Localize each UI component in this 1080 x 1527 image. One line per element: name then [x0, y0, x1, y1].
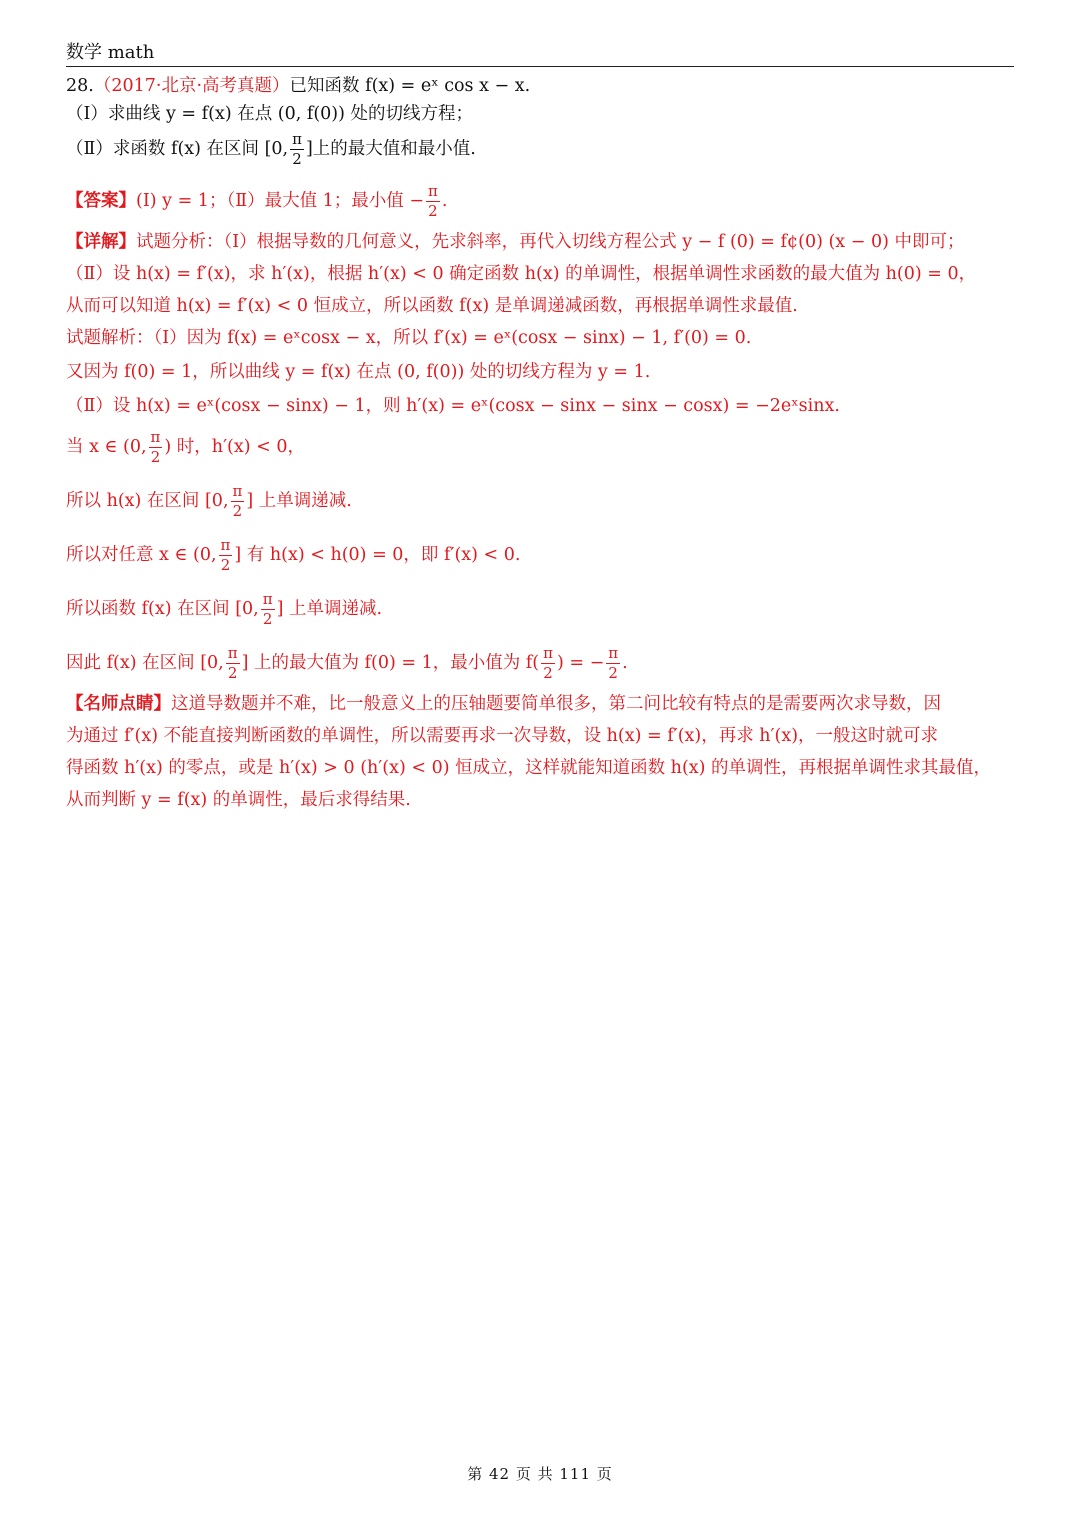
detail-line-11: 因此 f(x) 在区间 [0, $\frac{\pi}{2}$ ] 上的最大值为 f(0) = 1，最小值为 f( $\frac{\pi}{2}$ ) = − $\frac{\pi}{2}$ .	[66, 644, 628, 682]
fraction-pi-over-2: $\frac{\pi}{2}$	[428, 182, 438, 220]
detail-line-10: 所以函数 f(x) 在区间 [0, $\frac{\pi}{2}$ ] 上单调递减.	[66, 590, 383, 628]
question-stem: 已知函数	[289, 76, 360, 96]
answer-tag: 【答案】	[66, 191, 136, 211]
detail-line-4: 试题解析：（Ⅰ）因为 f(x) = eˣcosx − x，所以 f′(x) = eˣ(cosx − sinx) − 1, f′(0) = 0.	[66, 328, 752, 348]
question-line: 28.（2017·北京·高考真题）已知函数 f(x) = eˣ cos x − x.	[66, 76, 531, 96]
header-title: 数学 math	[66, 42, 155, 63]
detail-line-7: 当 x ∈ (0, $\frac{\pi}{2}$ ) 时，h′(x) < 0，	[66, 428, 305, 466]
note-tag: 【名师点睛】	[66, 694, 171, 714]
fraction-pi-over-2: $\frac{\pi}{2}$	[227, 644, 238, 682]
detail-line-6: （Ⅱ）设 h(x) = eˣ(cosx − sinx) − 1，则 h′(x) = eˣ(cosx − sinx − sinx − cosx) = −2eˣsinx.	[66, 396, 840, 416]
fraction-pi-over-2: $\frac{\pi}{2}$	[262, 590, 273, 628]
note-line-4: 从而判断 y = f(x) 的单调性，最后求得结果.	[66, 790, 411, 810]
note-line-2: 为通过 f′(x) 不能直接判断函数的单调性，所以需要再求一次导数，设 h(x) = f′(x)，再求 h′(x)，一般这时就可求	[66, 726, 939, 746]
detail-line-3: 从而可以知道 h(x) = f′(x) < 0 恒成立，所以函数 f(x) 是单调递减函数，再根据单调性求最值.	[66, 296, 798, 316]
note-line-1: 【名师点睛】这道导数题并不难，比一般意义上的压轴题要简单很多，第二问比较有特点的是需要两次求导数，因	[66, 694, 941, 714]
detail-line-1: 【详解】试题分析：（Ⅰ）根据导数的几何意义，先求斜率，再代入切线方程公式 y − f (0) = f¢(0) (x − 0) 中即可；	[66, 232, 965, 252]
question-part1: （Ⅰ）求曲线 y = f(x) 在点 (0, f(0)) 处的切线方程；	[66, 104, 474, 124]
fraction-pi-over-2: $\frac{\pi}{2}$	[292, 130, 302, 168]
fraction-pi-over-2: $\frac{\pi}{2}$	[220, 536, 231, 574]
question-number: 28.	[66, 76, 94, 96]
question-part2: （Ⅱ）求函数 f(x) 在区间 [0, $\frac{\pi}{2}$ ]上的最大值和最小值.	[66, 130, 476, 168]
fraction-pi-over-2: $\frac{\pi}{2}$	[150, 428, 161, 466]
page-footer	[0, 1463, 1080, 1484]
fraction-pi-over-2: $\frac{\pi}{2}$	[608, 644, 619, 682]
page-number: 第 42 页 共 111 页	[467, 1465, 613, 1483]
detail-line-5: 又因为 f(0) = 1，所以曲线 y = f(x) 在点 (0, f(0)) 处的切线方程为 y = 1.	[66, 362, 651, 382]
answer-line: 【答案】(Ⅰ) y = 1；（Ⅱ）最大值 1；最小值 − $\frac{\pi}{2}$ .	[66, 182, 448, 220]
question-source: （2017·北京·高考真题）	[93, 76, 290, 96]
detail-line-2: （Ⅱ）设 h(x) = f′(x)，求 h′(x)，根据 h′(x) < 0 确定函数 h(x) 的单调性，根据单调性求函数的最大值为 h(0) = 0，	[66, 264, 977, 284]
question-formula: f(x) = eˣ cos x − x	[365, 76, 525, 96]
page-header	[66, 40, 1014, 67]
detail-tag: 【详解】	[66, 232, 136, 252]
detail-line-8: 所以 h(x) 在区间 [0, $\frac{\pi}{2}$ ] 上单调递减.	[66, 482, 352, 520]
fraction-pi-over-2: $\frac{\pi}{2}$	[543, 644, 553, 682]
note-line-3: 得函数 h′(x) 的零点，或是 h′(x) > 0 (h′(x) < 0) 恒成立，这样就能知道函数 h(x) 的单调性，再根据单调性求其最值，	[66, 758, 992, 778]
detail-line-9: 所以对任意 x ∈ (0, $\frac{\pi}{2}$ ] 有 h(x) < h(0) = 0，即 f′(x) < 0.	[66, 536, 521, 574]
fraction-pi-over-2: $\frac{\pi}{2}$	[232, 482, 243, 520]
